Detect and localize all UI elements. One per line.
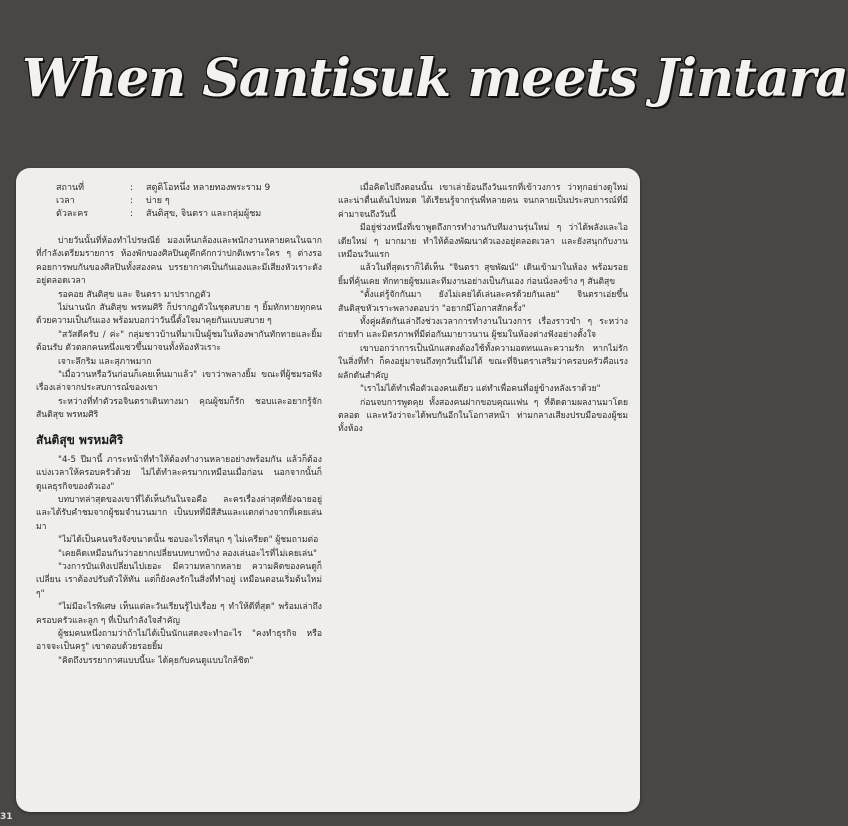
body-paragraph: "คิดถึงบรรยากาศแบบนี้นะ ได้คุยกับคนดูแบบใกล้ชิด" <box>58 655 254 666</box>
info-row-place <box>56 182 322 195</box>
body-paragraph: ไม่นานนัก สันติสุข พรหมศิริ ก็ปรากฏตัวในชุดสบาย ๆ ยิ้มทักทายทุกคนด้วยความเป็นกันเอง พร้อมบอกว่าวันนี้ตั้งใจมาคุยกันแบบสบาย ๆ <box>36 303 322 327</box>
body-paragraph: มีอยู่ช่วงหนึ่งที่เขาพูดถึงการทำงานกับทีมงานรุ่นใหม่ ๆ ว่าได้พลังและไอเดียใหม่ ๆ มากมาย ทำให้ต้องพัฒนาตัวเองอยู่ตลอดเวลา และยังสนุกกับงานเหมือนวันแรก <box>338 223 628 261</box>
body-paragraph: รอคอย สันติสุข และ จินตรา มาปรากฏตัว <box>58 289 211 300</box>
body-paragraph: "สวัสดีครับ / ค่ะ" กลุ่มชาวบ้านที่มาเป็นผู้ชมในห้องพากันทักทายและยิ้มต้อนรับ ตัวตลกคนหนึ่งแซวขึ้นมาจนทั้งห้องหัวเราะ <box>36 329 322 354</box>
body-paragraph: "ไม่มีอะไรพิเศษ เห็นแต่ละวันเรียนรู้ไปเรื่อย ๆ ทำให้ดีที่สุด" พร้อมเล่าถึงครอบครัวและลูก ๆ ที่เป็นกำลังใจสำคัญ <box>36 602 322 626</box>
article-card <box>16 168 640 812</box>
body-paragraph: ทั้งคู่ผลัดกันเล่าถึงช่วงเวลาการทำงานในวงการ เรื่องราวขำ ๆ ระหว่างถ่ายทำ และมิตรภาพที่มีต่อกันมายาวนาน ผู้ชมในห้องต่างฟังอย่างตั้งใจ <box>338 317 628 341</box>
info-row-characters <box>56 208 322 221</box>
body-paragraph: "เคยคิดเหมือนกันว่าอยากเปลี่ยนบทบาทบ้าง ลองเล่นอะไรที่ไม่เคยเล่น" <box>58 548 317 559</box>
body-paragraph: "วงการบันเทิงเปลี่ยนไปเยอะ มีความหลากหลาย ความคิดของคนดูก็เปลี่ยน เราต้องปรับตัวให้ทัน แต่ก็ยังคงรักในสิ่งที่ทำอยู่ เหมือนตอนเริ่มต้นใหม่ ๆ" <box>36 561 322 599</box>
right-column <box>338 182 628 802</box>
body-paragraph: เจาะลึกริม และสุภาพมาก <box>58 356 152 367</box>
body-paragraph: เมื่อคิดไปถึงตอนนั้น เขาเล่าย้อนถึงวันแรกที่เข้าวงการ ว่าทุกอย่างดูใหม่และน่าตื่นเต้นไปหมด ได้เรียนรู้จากรุ่นพี่หลายคน จนกลายเป็นประสบการณ์ที่มีค่ามาจนถึงวันนี้ <box>338 183 628 220</box>
info-value: สันติสุข, จินตรา และกลุ่มผู้ชม <box>146 209 262 219</box>
info-block <box>56 182 322 221</box>
info-colon: : <box>130 183 134 193</box>
info-colon: : <box>130 196 134 206</box>
info-value: บ่าย ๆ <box>146 196 170 206</box>
body-paragraph: ผู้ชมคนหนึ่งถามว่าถ้าไม่ได้เป็นนักแสดงจะทำอะไร "คงทำธุรกิจ หรืออาจจะเป็นครู" เขาตอบด้วยรอยยิ้ม <box>36 628 322 653</box>
left-column <box>36 182 322 802</box>
section-heading: สันติสุข พรหมศิริ <box>36 432 124 447</box>
page-number: 31 <box>0 812 13 822</box>
info-key: เวลา <box>56 196 75 206</box>
body-paragraph: "ไม่ได้เป็นคนจริงจังขนาดนั้น ชอบอะไรที่สนุก ๆ ไม่เครียด" ผู้ชมถามต่อ <box>58 535 319 546</box>
body-paragraph: ระหว่างที่ทำตัวรอจินตราเดินทางมา คุณผู้ชมก็รัก ชอบและอยากรู้จัก สันติสุข พรหมศิริ <box>36 396 322 421</box>
info-row-time <box>56 195 322 208</box>
body-paragraph: เขาบอกว่าการเป็นนักแสดงต้องใช้ทั้งความอดทนและความรัก หากไม่รักในสิ่งที่ทำ ก็คงอยู่มาจนถึงทุกวันนี้ไม่ได้ ขณะที่จินตราเสริมว่าครอบครัวคือแรงผลักดันสำคัญ <box>338 343 628 381</box>
info-colon: : <box>130 209 134 219</box>
body-paragraph: "เมื่อวานหรือวันก่อนก็เคยเห็นมาแล้ว" เขาว่าพลางยิ้ม ขณะที่ผู้ชมรอฟังเรื่องเล่าจากประสบการณ์ของเขา <box>36 370 322 394</box>
body-paragraph: บ่ายวันนั้นที่ห้องทำไปรษณีย์ มองเห็นกล้องและพนักงานหลายคนในฉากที่กำลังเตรียมรายการ ห้องพักของศิลปินดูคึกคักกว่าปกติเพราะใคร ๆ ต่างรอคอยการพบกันของศิลปินทั้งสองคน บรรยากาศเป็นกันเองและมีเสียงหัวเราะดังอยู่ตลอดเวลา <box>36 236 322 287</box>
body-paragraph: ก่อนจบการพูดคุย ทั้งสองคนฝากขอบคุณแฟน ๆ ที่ติดตามผลงานมาโดยตลอด และหวังว่าจะได้พบกันอีกในโอกาสหน้า ท่ามกลางเสียงปรบมือของผู้ชมทั้งห้อง <box>338 397 628 435</box>
info-value: สตูดิโอหนึ่ง หลายทองพระราม 9 <box>146 183 271 193</box>
body-paragraph: "4-5 ปีมานี้ ภาระหน้าที่ทำให้ต้องทำงานหลายอย่างพร้อมกัน แล้วก็ต้องแบ่งเวลาให้ครอบครัวด้วย ไม่ได้ทำละครมากเหมือนเมื่อก่อน นอกจากนั้นก็ดูแลธุรกิจของตัวเอง" <box>36 454 322 492</box>
body-paragraph: "ตั้งแต่รู้จักกันมา ยังไม่เคยได้เล่นละครด้วยกันเลย" จินตราเอ่ยขึ้น สันติสุขหัวเราะพลางตอบว่า "อยากมีโอกาสสักครั้ง" <box>338 290 628 314</box>
body-paragraph: "เราไม่ได้ทำเพื่อตัวเองคนเดียว แต่ทำเพื่อคนที่อยู่ข้างหลังเราด้วย" <box>360 384 601 395</box>
body-paragraph: บทบาทล่าสุดของเขาที่ได้เห็นกันในจอคือ ละครเรื่องล่าสุดที่ยังฉายอยู่ และได้รับคำชมจากผู้ชมจำนวนมาก เป็นบทที่มีสีสันและแตกต่างจากที่เคยเล่นมา <box>36 494 322 532</box>
body-paragraph: แล้วในที่สุดเราก็ได้เห็น "จินตรา สุขพัฒน์" เดินเข้ามาในห้อง พร้อมรอยยิ้มที่คุ้นเคย ทักทายผู้ชมและทีมงานอย่างเป็นกันเอง ก่อนนั่งลงข้าง ๆ สันติสุข <box>338 263 628 287</box>
info-key: สถานที่ <box>56 183 85 193</box>
article-title: When Santisuk meets Jintara <box>22 48 848 109</box>
info-key: ตัวละคร <box>56 209 89 219</box>
